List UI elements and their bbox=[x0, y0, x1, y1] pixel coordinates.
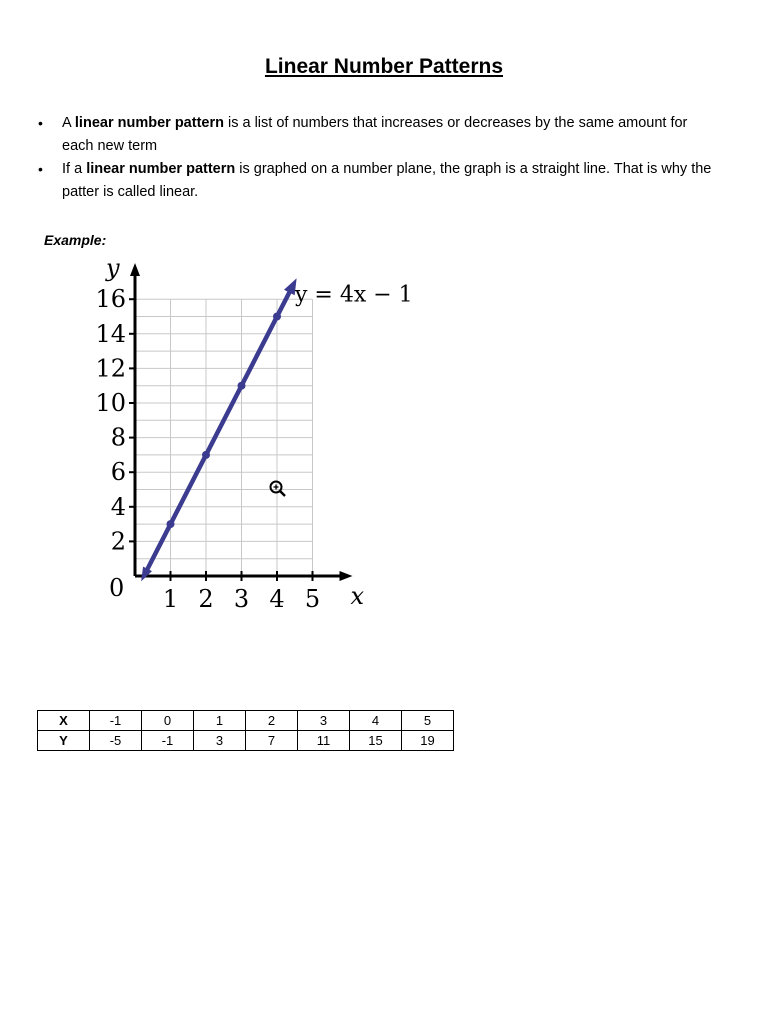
bullet-term: linear number pattern bbox=[74, 115, 224, 131]
data-point bbox=[167, 520, 175, 528]
row-header: Y bbox=[38, 731, 90, 751]
x-tick-label: 2 bbox=[198, 585, 214, 613]
y-axis-label: y bbox=[106, 255, 120, 282]
table-cell: 2 bbox=[246, 711, 298, 731]
y-tick-label: 2 bbox=[110, 527, 126, 556]
table-cell: 11 bbox=[298, 731, 350, 751]
x-tick-label: 1 bbox=[162, 585, 179, 613]
bullet-text: If a bbox=[62, 161, 87, 177]
table-cell: 0 bbox=[142, 711, 194, 731]
values-table bbox=[37, 710, 454, 751]
series-line bbox=[144, 285, 293, 576]
x-tick-label: 4 bbox=[269, 585, 285, 613]
bullet-item bbox=[62, 112, 722, 158]
table-cell: 3 bbox=[298, 711, 350, 731]
y-tick-label: 6 bbox=[110, 458, 126, 487]
table-cell: 15 bbox=[350, 731, 402, 751]
definition-list bbox=[62, 112, 722, 204]
line-graph bbox=[95, 255, 425, 615]
y-tick-label: 12 bbox=[95, 354, 126, 383]
data-point bbox=[273, 313, 281, 321]
y-tick-label: 14 bbox=[95, 319, 126, 348]
table-cell: -1 bbox=[90, 711, 142, 731]
y-tick-label: 4 bbox=[110, 492, 126, 521]
grid bbox=[135, 299, 313, 576]
row-header: X bbox=[38, 711, 90, 731]
table-cell: 3 bbox=[194, 731, 246, 751]
data-point bbox=[202, 451, 210, 459]
series-line-group bbox=[141, 278, 296, 581]
table-row bbox=[38, 731, 454, 751]
bullet-term: linear number pattern bbox=[86, 161, 236, 177]
data-point bbox=[238, 382, 246, 390]
series-arrow-bottom bbox=[141, 567, 152, 582]
y-tick-label: 8 bbox=[110, 423, 126, 452]
x-axis-arrow bbox=[340, 571, 353, 581]
equation-label: y = 4x − 1 bbox=[294, 282, 413, 308]
axes bbox=[129, 263, 353, 581]
table-cell: -1 bbox=[142, 731, 194, 751]
y-tick-label: 10 bbox=[95, 389, 126, 417]
table-cell: 5 bbox=[402, 711, 454, 731]
page-title: Linear Number Patterns bbox=[264, 55, 504, 78]
origin-label: 0 bbox=[109, 574, 125, 602]
bullet-text: is graphed on a number plane, the graph is a straight line. That is why the patter is called linear. bbox=[62, 161, 712, 200]
example-label: Example: bbox=[44, 232, 107, 248]
x-tick-label: 3 bbox=[233, 585, 250, 613]
y-tick-label: 16 bbox=[95, 285, 126, 314]
table-cell: 19 bbox=[402, 731, 454, 751]
x-tick-label: 5 bbox=[304, 585, 321, 613]
table-cell: -5 bbox=[90, 731, 142, 751]
bullet-item bbox=[62, 158, 722, 204]
x-axis-label: x bbox=[350, 582, 365, 610]
table-cell: 4 bbox=[350, 711, 402, 731]
bullet-text: A bbox=[62, 115, 75, 131]
y-axis-arrow bbox=[130, 263, 140, 276]
table-cell: 1 bbox=[194, 711, 246, 731]
bullet-text: is a list of numbers that increases or decreases by the same amount for each new term bbox=[62, 115, 688, 154]
zoom-in-icon[interactable] bbox=[271, 482, 286, 497]
table-row bbox=[38, 711, 454, 731]
table-cell: 7 bbox=[246, 731, 298, 751]
